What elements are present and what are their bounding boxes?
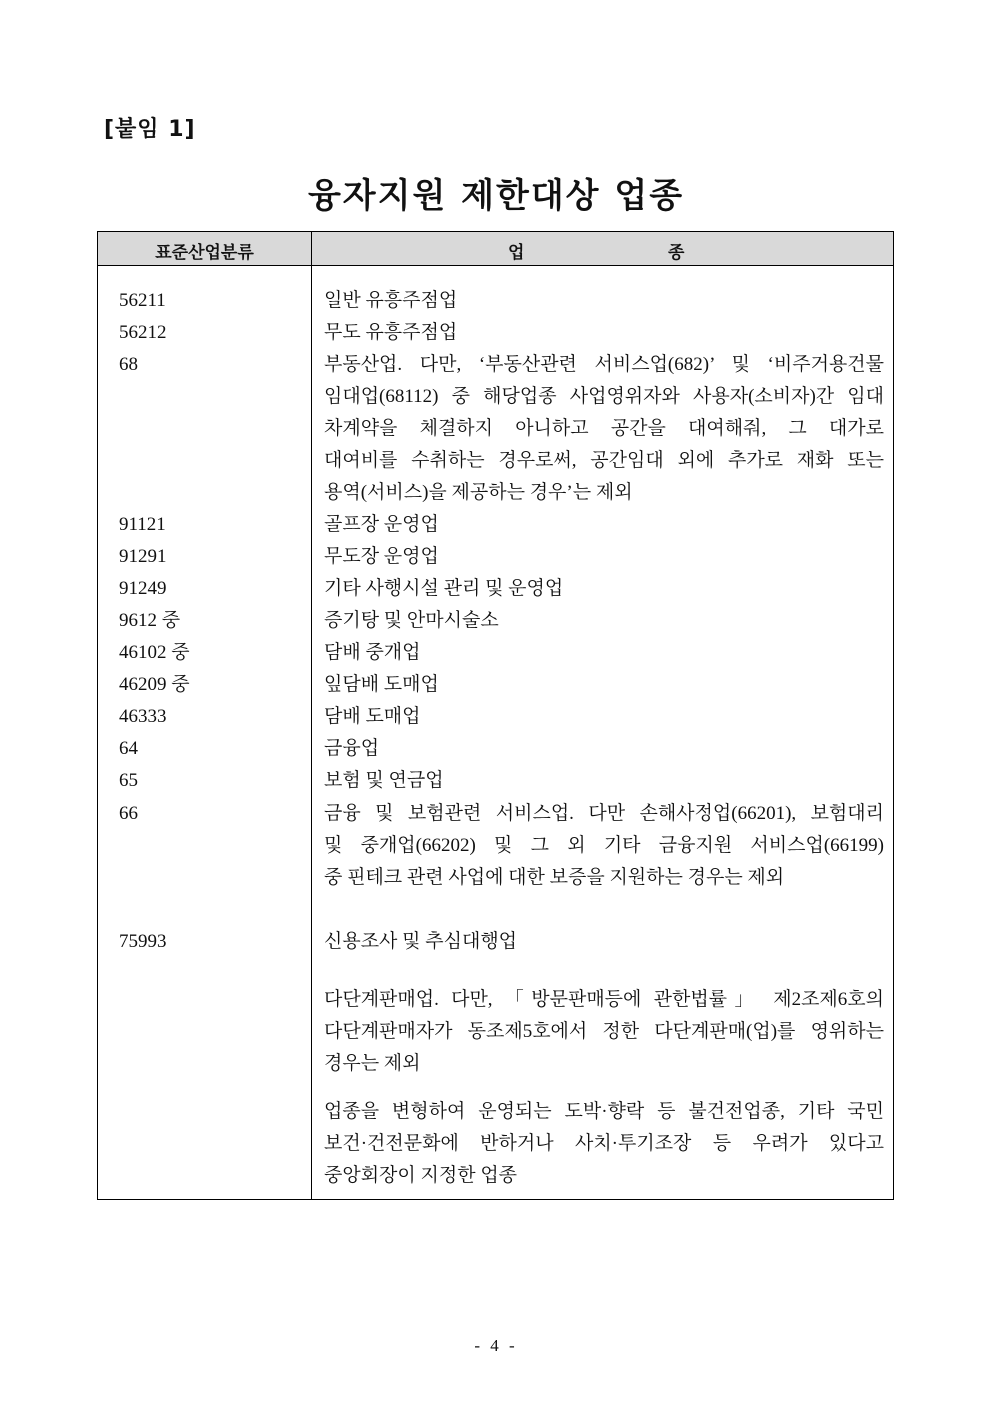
row-industry: 골프장 운영업 xyxy=(324,514,439,535)
restricted-industries-table xyxy=(97,231,894,1200)
row-code: 46209 중 xyxy=(119,674,190,695)
row-code: 9612 중 xyxy=(119,610,181,631)
header-industry-part1: 업 xyxy=(508,243,525,263)
row-industry: 증기탕 및 안마시술소 xyxy=(324,610,499,631)
row-code: 64 xyxy=(119,738,138,759)
row-industry: 무도 유흥주점업 xyxy=(324,322,458,343)
row-code: 56212 xyxy=(119,322,167,343)
row-industry-line: 중 핀테크 관련 사업에 대한 보증을 지원하는 경우는 제외 xyxy=(324,867,785,888)
row-code: 91291 xyxy=(119,546,167,567)
row-code: 75993 xyxy=(119,931,167,952)
row-code: 68 xyxy=(119,354,138,375)
row-industry-line: 다단계판매업. 다만, 「방문판매등에 관한법률」 제2조제6호의 xyxy=(324,989,884,1010)
header-industry-code: 표준산업분류 xyxy=(155,243,254,263)
row-industry-line: 업종을 변형하여 운영되는 도박·향락 등 불건전업종, 기타 국민 xyxy=(324,1101,884,1122)
row-code: 46333 xyxy=(119,706,167,727)
row-code: 91121 xyxy=(119,514,166,535)
row-industry: 보험 및 연금업 xyxy=(324,770,444,791)
row-industry-line: 금융 및 보험관련 서비스업. 다만 손해사정업(66201), 보험대리 xyxy=(324,803,884,824)
row-industry: 일반 유흥주점업 xyxy=(324,290,458,311)
row-industry: 잎담배 도매업 xyxy=(324,674,439,695)
row-industry-line: 및 중개업(66202) 및 그 외 기타 금융지원 서비스업(66199) xyxy=(324,835,884,856)
row-code: 65 xyxy=(119,770,138,791)
row-industry-line: 경우는 제외 xyxy=(324,1053,421,1074)
row-industry-line: 용역(서비스)을 제공하는 경우’는 제외 xyxy=(324,482,633,503)
row-industry: 담배 중개업 xyxy=(324,642,421,663)
row-industry: 금융업 xyxy=(324,738,380,759)
row-code: 91249 xyxy=(119,578,167,599)
row-code: 66 xyxy=(119,803,138,824)
row-industry-line: 대여비를 수취하는 경우로써, 공간임대 외에 추가로 재화 또는 xyxy=(324,450,884,471)
row-industry-line: 차계약을 체결하지 아니하고 공간을 대여해줘, 그 대가로 xyxy=(324,418,884,439)
row-industry-line: 임대업(68112) 중 해당업종 사업영위자와 사용자(소비자)간 임대 xyxy=(324,386,884,407)
row-industry-line: 보건·건전문화에 반하거나 사치·투기조장 등 우려가 있다고 xyxy=(324,1133,884,1154)
header-industry-part2: 종 xyxy=(668,243,685,263)
document-title: 융자지원 제한대상 업종 xyxy=(307,176,685,216)
column-divider xyxy=(311,232,312,1199)
table-header xyxy=(98,232,893,266)
row-industry: 신용조사 및 추심대행업 xyxy=(324,931,518,952)
row-code: 56211 xyxy=(119,290,166,311)
row-industry-line: 중앙회장이 지정한 업종 xyxy=(324,1165,518,1186)
row-industry: 무도장 운영업 xyxy=(324,546,439,567)
page-number: - 4 - xyxy=(474,1336,518,1355)
row-industry: 기타 사행시설 관리 및 운영업 xyxy=(324,578,564,599)
attachment-label: [붙임 1] xyxy=(104,117,196,142)
row-industry: 담배 도매업 xyxy=(324,706,421,727)
row-industry-line: 부동산업. 다만, ‘부동산관련 서비스업(682)’ 및 ‘비주거용건물 xyxy=(324,354,884,375)
row-code: 46102 중 xyxy=(119,642,190,663)
row-industry-line: 다단계판매자가 동조제5호에서 정한 다단계판매(업)를 영위하는 xyxy=(324,1021,884,1042)
